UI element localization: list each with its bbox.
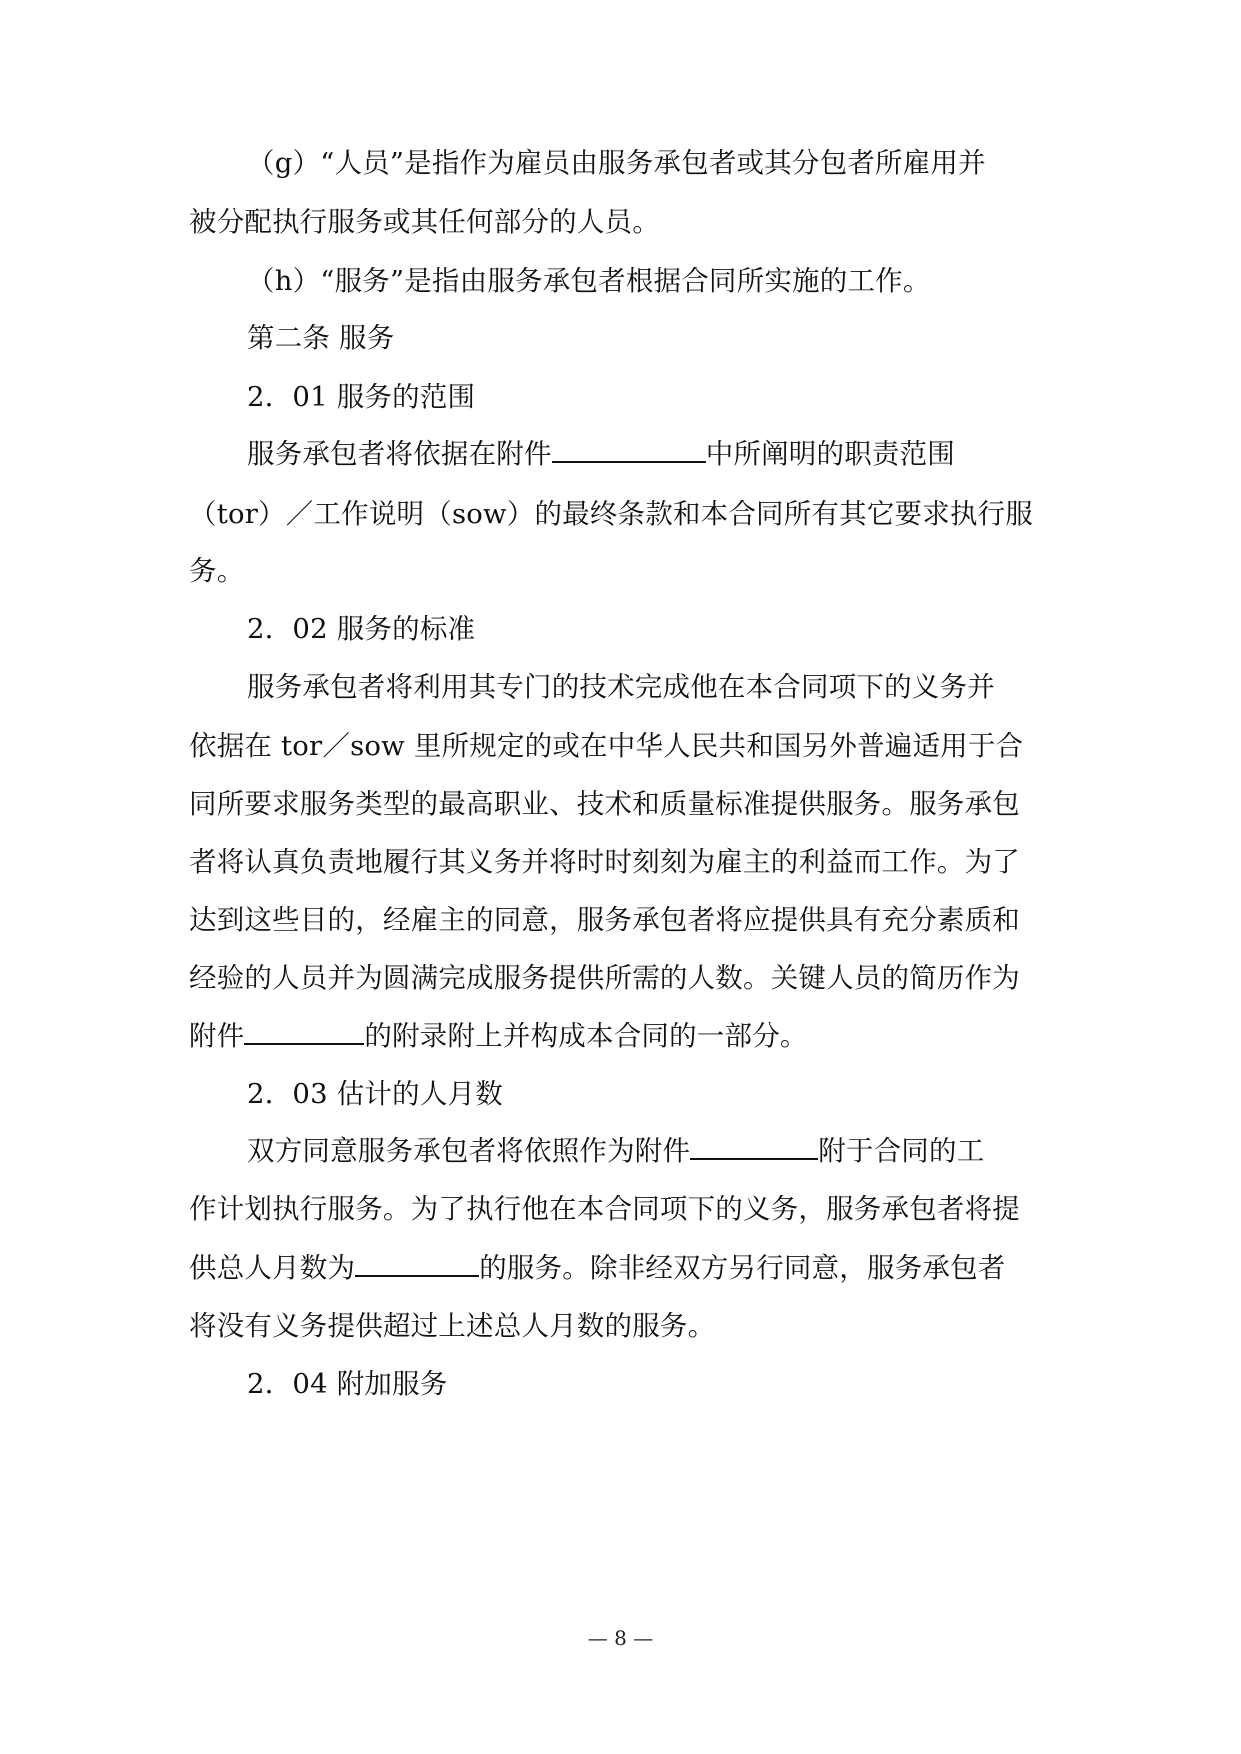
paragraph-line: 依据在 tor／sow 里所规定的或在中华人民共和国另外普遍适用于合: [189, 730, 1024, 762]
paragraph-line: 服务承包者将利用其专门的技术完成他在本合同项下的义务并: [247, 671, 995, 703]
paragraph-line: [247, 1131, 984, 1171]
paragraph-line: 者将认真负责地履行其义务并将时时刻刻为雇主的利益而工作。为了: [189, 846, 1020, 878]
text-segment: 服务承包者将依据在附件: [247, 438, 552, 470]
paragraph-line: [189, 1016, 808, 1056]
text-segment: 的附录附上并构成本合同的一部分。: [364, 1020, 808, 1052]
text-segment: 中所阐明的职责范围: [705, 438, 956, 470]
fill-in-blank[interactable]: [244, 1019, 364, 1045]
page-number: — 8 —: [587, 1626, 654, 1650]
text-segment: 双方同意服务承包者将依照作为附件: [247, 1135, 691, 1167]
paragraph-line: （h）“服务”是指由服务承包者根据合同所实施的工作。: [247, 265, 931, 297]
paragraph-line: 将没有义务提供超过上述总人月数的服务。: [189, 1310, 716, 1342]
paragraph-line: （tor）／工作说明（sow）的最终条款和本合同所有其它要求执行服: [189, 498, 1034, 530]
subsection-heading: 2．01 服务的范围: [247, 381, 476, 413]
section-heading: 第二条 服务: [247, 322, 395, 354]
subsection-heading: 2．02 服务的标准: [247, 613, 476, 645]
paragraph-line: 被分配执行服务或其任何部分的人员。: [189, 206, 660, 238]
subsection-heading: 2．04 附加服务: [247, 1368, 448, 1400]
paragraph-line: （g）“人员”是指作为雇员由服务承包者或其分包者所雇用并: [247, 147, 986, 179]
paragraph-line: 务。: [189, 555, 245, 587]
fill-in-blank[interactable]: [552, 437, 706, 463]
paragraph-line: [247, 434, 955, 474]
subsection-heading: 2．03 估计的人月数: [247, 1078, 503, 1110]
fill-in-blank[interactable]: [690, 1134, 818, 1160]
paragraph-line: 经验的人员并为圆满完成服务提供所需的人数。关键人员的简历作为: [189, 962, 1020, 994]
paragraph-line: [189, 1248, 1006, 1288]
text-segment: 附于合同的工: [818, 1135, 985, 1167]
paragraph-line: 达到这些目的，经雇主的同意，服务承包者将应提供具有充分素质和: [189, 904, 1020, 936]
paragraph-line: 同所要求服务类型的最高职业、技术和质量标准提供服务。服务承包: [189, 788, 1020, 820]
text-segment: 供总人月数为: [189, 1252, 356, 1284]
paragraph-line: 作计划执行服务。为了执行他在本合同项下的义务，服务承包者将提: [189, 1193, 1020, 1225]
fill-in-blank[interactable]: [355, 1251, 479, 1277]
text-segment: 附件: [189, 1020, 245, 1052]
text-segment: 的服务。除非经双方另行同意，服务承包者: [479, 1252, 1006, 1284]
